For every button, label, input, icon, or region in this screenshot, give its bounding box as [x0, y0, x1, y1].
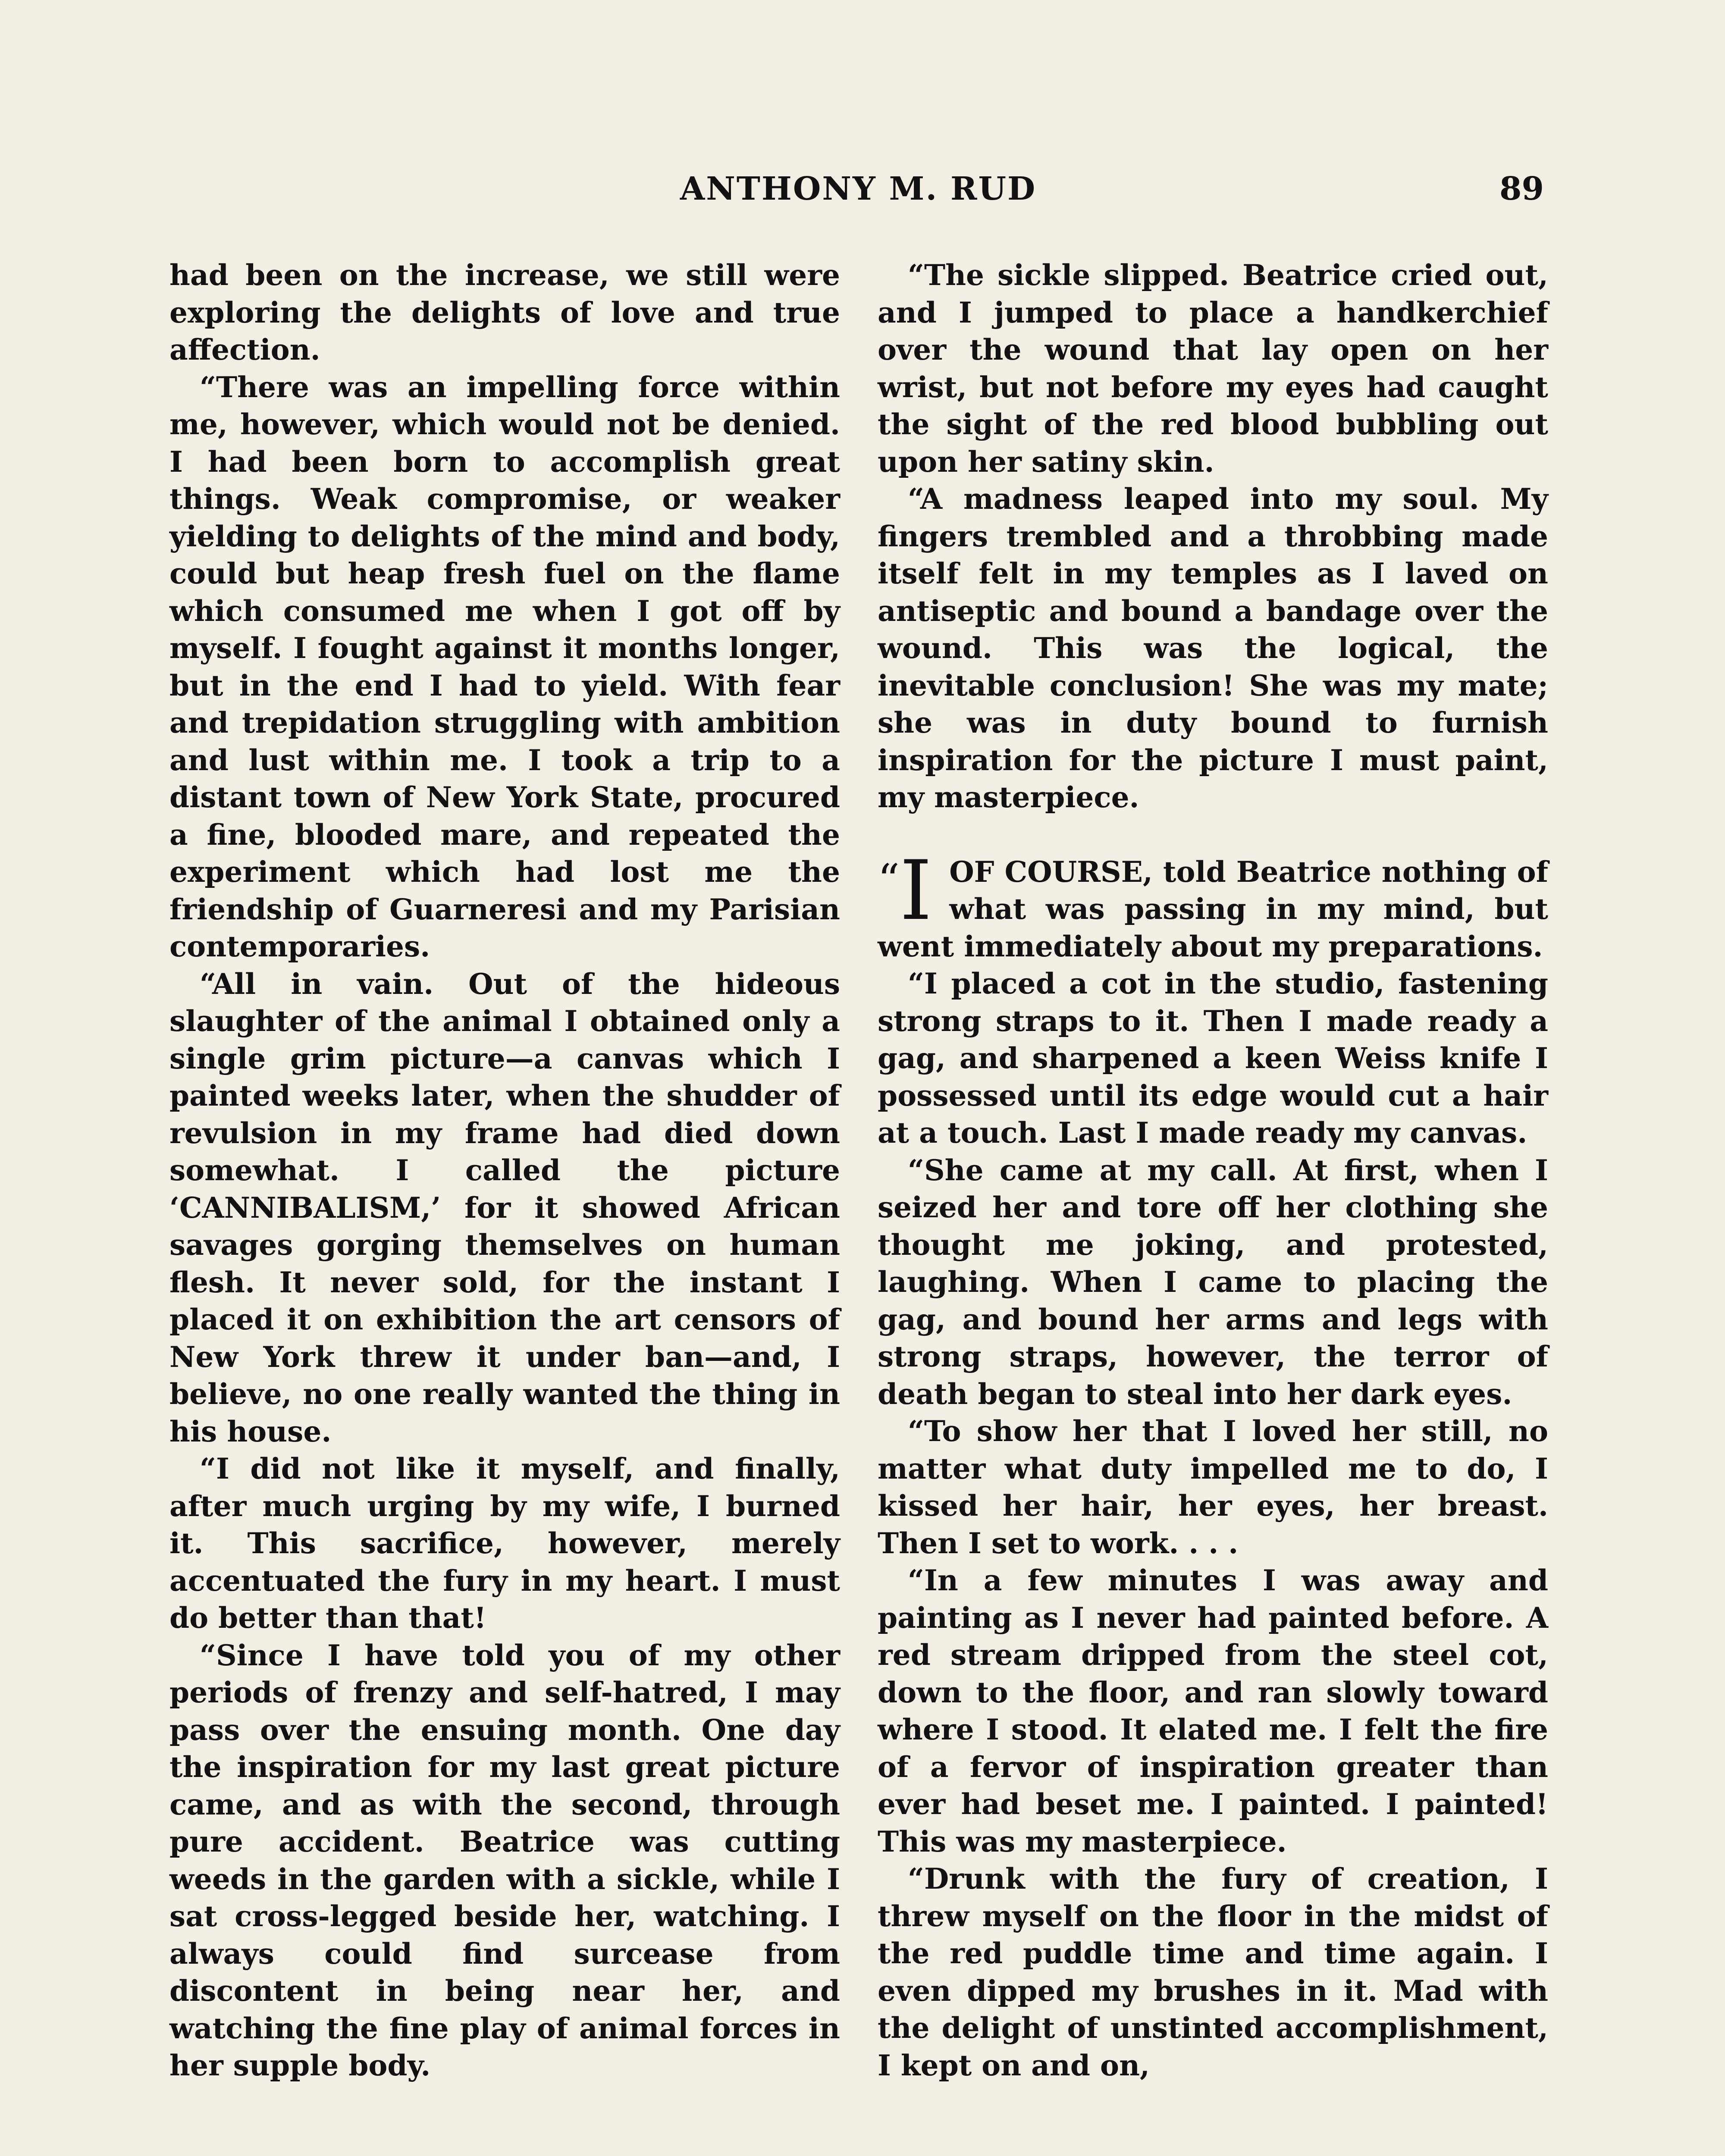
paragraph: “She came at my call. At first, when I seized her and tore off her clothing she thought me joking, and protested, laughing. When I came to placing the gag, and bound her arms and legs with strong straps, however, the terror of death began to steal into her dark eyes.	[878, 1153, 1548, 1411]
drop-cap-letter: I	[900, 843, 932, 938]
paragraph: had been on the increase, we still were exploring the delights of love and true affection.	[169, 258, 840, 367]
running-title: ANTHONY M. RUD	[680, 170, 1037, 207]
paragraph: “All in vain. Out of the hideous slaughter of the animal I obtained only a single grim picture—a canvas which I painted weeks later, when the shudder of revulsion in my frame had died down somewhat. I called the picture ‘CANNIBALISM,’ for it showed African savages gorging themselves on human flesh. It never sold, for the instant I placed it on exhibition the art censors of New York threw it under ban—and, I believe, no one really wanted the thing in his house.	[169, 967, 840, 1448]
right-column	[878, 257, 1548, 2084]
paragraph: “I placed a cot in the studio, fastening strong straps to it. Then I made ready a gag, and sharpened a keen Weiss knife I possessed until its edge would cut a hair at a touch. Last I made ready my canvas.	[878, 967, 1548, 1150]
paragraph: “A madness leaped into my soul. My fingers trembled and a throbbing made itself felt in my temples as I laved on antiseptic and bound a bandage over the wound. This was the logical, the inevitable conclusion! She was my mate; she was in duty bound to furnish inspiration for the picture I must paint, my masterpiece.	[878, 482, 1548, 814]
drop-cap	[878, 843, 932, 938]
paragraph: “Drunk with the fury of creation, I threw myself on the floor in the midst of the red puddle time and time again. I even dipped my brushes in it. Mad with the delight of unstinted accomplishment, I kept on and on,	[878, 1862, 1548, 2082]
paragraph: “I did not like it myself, and finally, after much urging by my wife, I burned it. This sacrifice, however, merely accentuated the fury in my heart. I must do better than that!	[169, 1452, 840, 1635]
paragraph: “Since I have told you of my other periods of frenzy and self-hatred, I may pass over the ensuing month. One day the inspiration for my last great picture came, and as with the second, through pure accident. Beatrice was cutting weeds in the garden with a sickle, while I sat cross-legged beside her, watching. I always could find surcease from discontent in being near her, and watching the fine play of animal forces in her supple body.	[169, 1638, 840, 2082]
paragraph: “In a few minutes I was away and painting as I never had painted before. A red stream dripped from the steel cot, down to the floor, and ran slowly toward where I stood. It elated me. I felt the fire of a fervor of inspiration greater than ever had beset me. I painted. I painted! This was my masterpiece.	[878, 1564, 1548, 1858]
page-header	[172, 170, 1544, 218]
paragraph: “The sickle slipped. Beatrice cried out, and I jumped to place a handkerchief over the wound that lay open on her wrist, but not before my eyes had caught the sight of the red blood bubbling out upon her satiny skin.	[878, 258, 1548, 479]
page-number: 89	[1499, 170, 1544, 207]
paragraph: “To show her that I loved her still, no matter what duty impelled me to do, I kissed her hair, her eyes, her breast. Then I set to work. . . .	[878, 1414, 1548, 1560]
dropcap-paragraph-text: OF COURSE, told Beatrice nothing of what was passing in my mind, but went immediately about my preparations.	[878, 855, 1548, 963]
left-column	[169, 257, 840, 2084]
drop-cap-quote: “	[878, 854, 900, 905]
dropcap-paragraph	[878, 843, 1548, 965]
paragraph: “There was an impelling force within me, however, which would not be denied. I had been born to accomplish great things. Weak compromise, or weaker yielding to delights of the mind and body, could but heap fresh fuel on the flame which consumed me when I got off by myself. I fought against it months longer, but in the end I had to yield. With fear and trepidation struggling with ambition and lust within me. I took a trip to a distant town of New York State, procured a fine, blooded mare, and repeated the experiment which had lost me the friendship of Guarneresi and my Parisian contemporaries.	[169, 370, 840, 963]
